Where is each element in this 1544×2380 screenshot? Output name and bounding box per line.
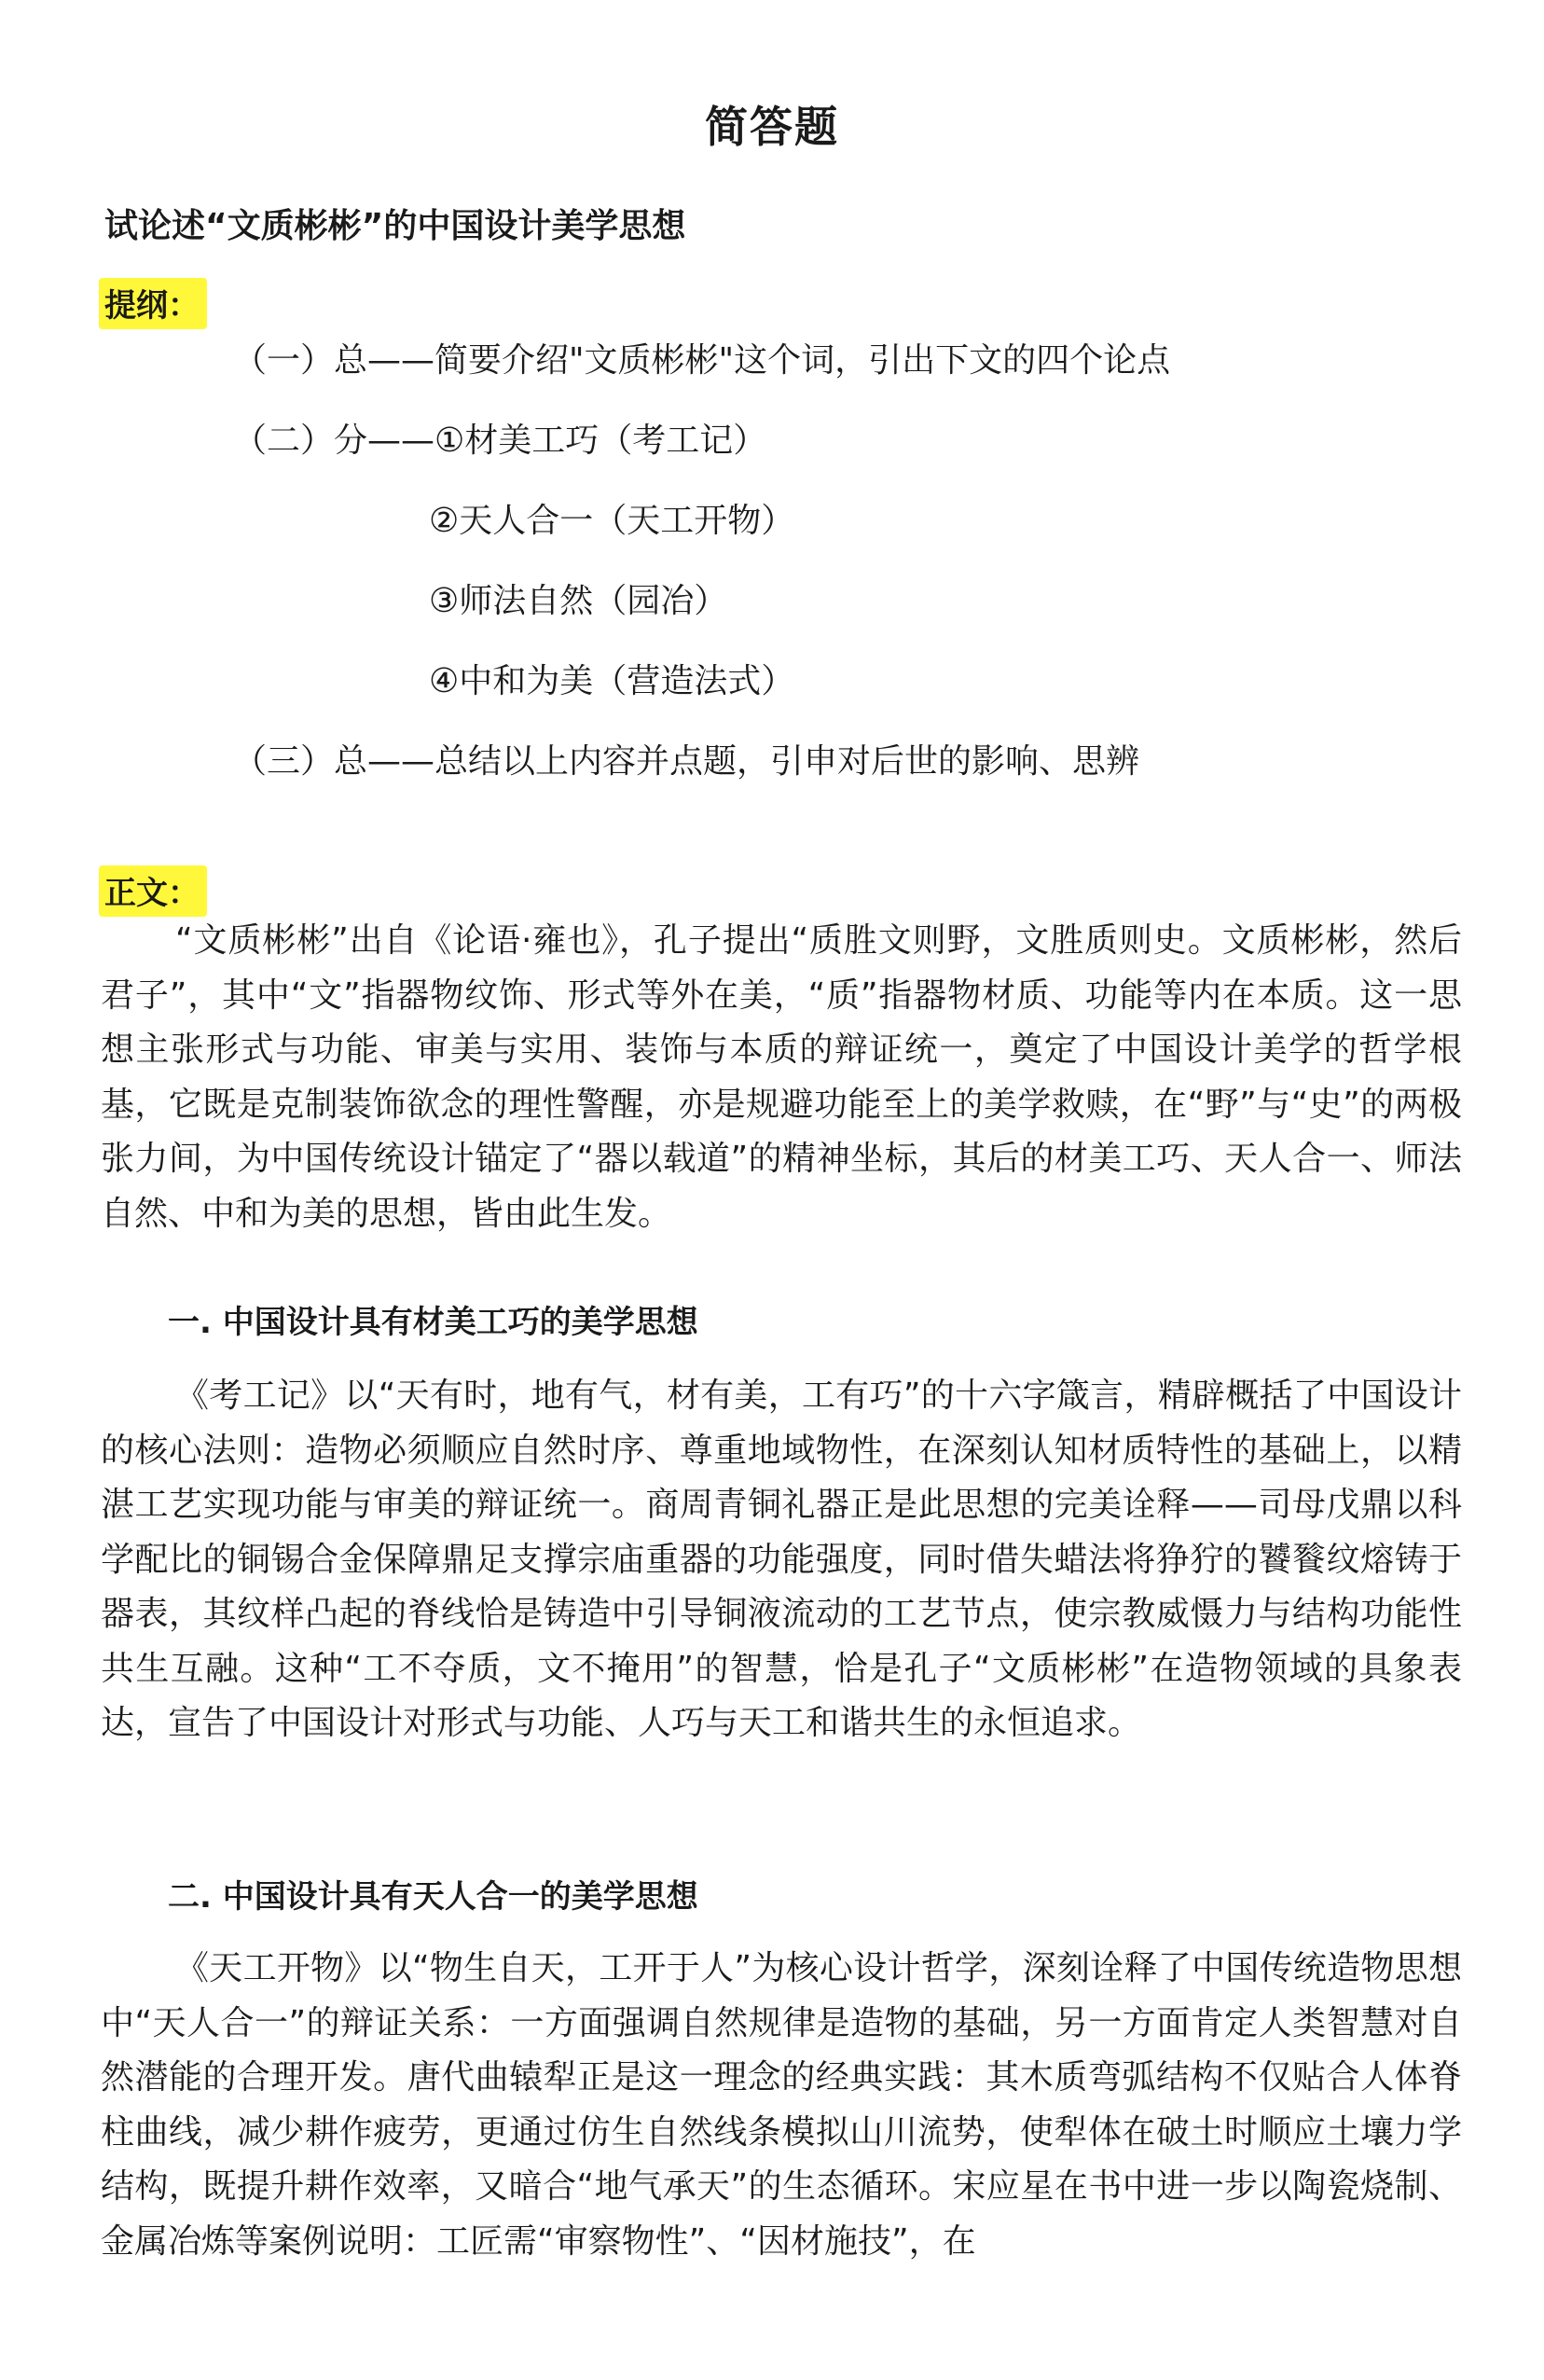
outline-subitem-3: ③师法自然（园冶） bbox=[429, 582, 728, 620]
page-title: 简答题 bbox=[705, 102, 839, 152]
outline-subitem-4: ④中和为美（营造法式） bbox=[429, 662, 795, 700]
question-heading: 试论述“文质彬彬”的中国设计美学思想 bbox=[104, 207, 686, 245]
outline-label-highlight: 提纲： bbox=[99, 278, 207, 329]
section-paragraph-1: 《考工记》以“天有时，地有气，材有美，工有巧”的十六字箴言，精辟概括了中国设计的核心法则：造物必须顺应自然时序、尊重地域物性，在深刻认知材质特性的基础上，以精湛工艺实现功能与审美的辩证统一。商周青铜礼器正是此思想的完美诠释——司母戊鼎以科学配比的铜锡合金保障鼎足支撑宗庙重器的功能强度，同时借失蜡法将狰狞的饕餮纹熔铸于器表，其纹样凸起的脊线恰是铸造中引导铜液流动的工艺节点，使宗教威慑力与结构功能性共生互融。这种“工不夺质，文不掩用”的智慧，恰是孔子“文质彬彬”在造物领域的具象表达，宣告了中国设计对形式与功能、人巧与天工和谐共生的永恒追求。 bbox=[101, 1377, 1462, 1742]
section-heading-1: 一. 中国设计具有材美工巧的美学思想 bbox=[168, 1304, 698, 1341]
section-heading-2: 二. 中国设计具有天人合一的美学思想 bbox=[168, 1878, 698, 1916]
section-paragraph-2: 《天工开物》以“物生自天，工开于人”为核心设计哲学，深刻诠释了中国传统造物思想中“天人合一”的辩证关系：一方面强调自然规律是造物的基础，另一方面肯定人类智慧对自然潜能的合理开发。唐代曲辕犁正是这一理念的经典实践：其木质弯弧结构不仅贴合人体脊柱曲线，减少耕作疲劳，更通过仿生自然线条模拟山川流势，使犁体在破土时顺应土壤力学结构，既提升耕作效率，又暗合“地气承天”的生态循环。宋应星在书中进一步以陶瓷烧制、金属冶炼等案例说明：工匠需“审察物性”、“因材施技”，在 bbox=[101, 1949, 1462, 2261]
intro-paragraph: “文质彬彬”出自《论语·雍也》，孔子提出“质胜文则野，文胜质则史。文质彬彬，然后君子”，其中“文”指器物纹饰、形式等外在美，“质”指器物材质、功能等内在本质。这一思想主张形式与功能、审美与实用、装饰与本质的辩证统一，奠定了中国设计美学的哲学根基，它既是克制装饰欲念的理性警醒，亦是规避功能至上的美学救赎，在“野”与“史”的两极张力间，为中国传统设计锚定了“器以载道”的精神坐标，其后的材美工巧、天人合一、师法自然、中和为美的思想，皆由此生发。 bbox=[101, 921, 1462, 1233]
body-label-highlight: 正文： bbox=[99, 865, 207, 917]
outline-item-2: （二）分——①材美工巧（考工记） bbox=[233, 422, 767, 460]
outline-subitem-2: ②天人合一（天工开物） bbox=[429, 502, 795, 540]
outline-item-1: （一）总——简要介绍"文质彬彬"这个词，引出下文的四个论点 bbox=[233, 341, 1171, 380]
outline-item-3: （三）总——总结以上内容并点题，引申对后世的影响、思辨 bbox=[233, 742, 1140, 781]
